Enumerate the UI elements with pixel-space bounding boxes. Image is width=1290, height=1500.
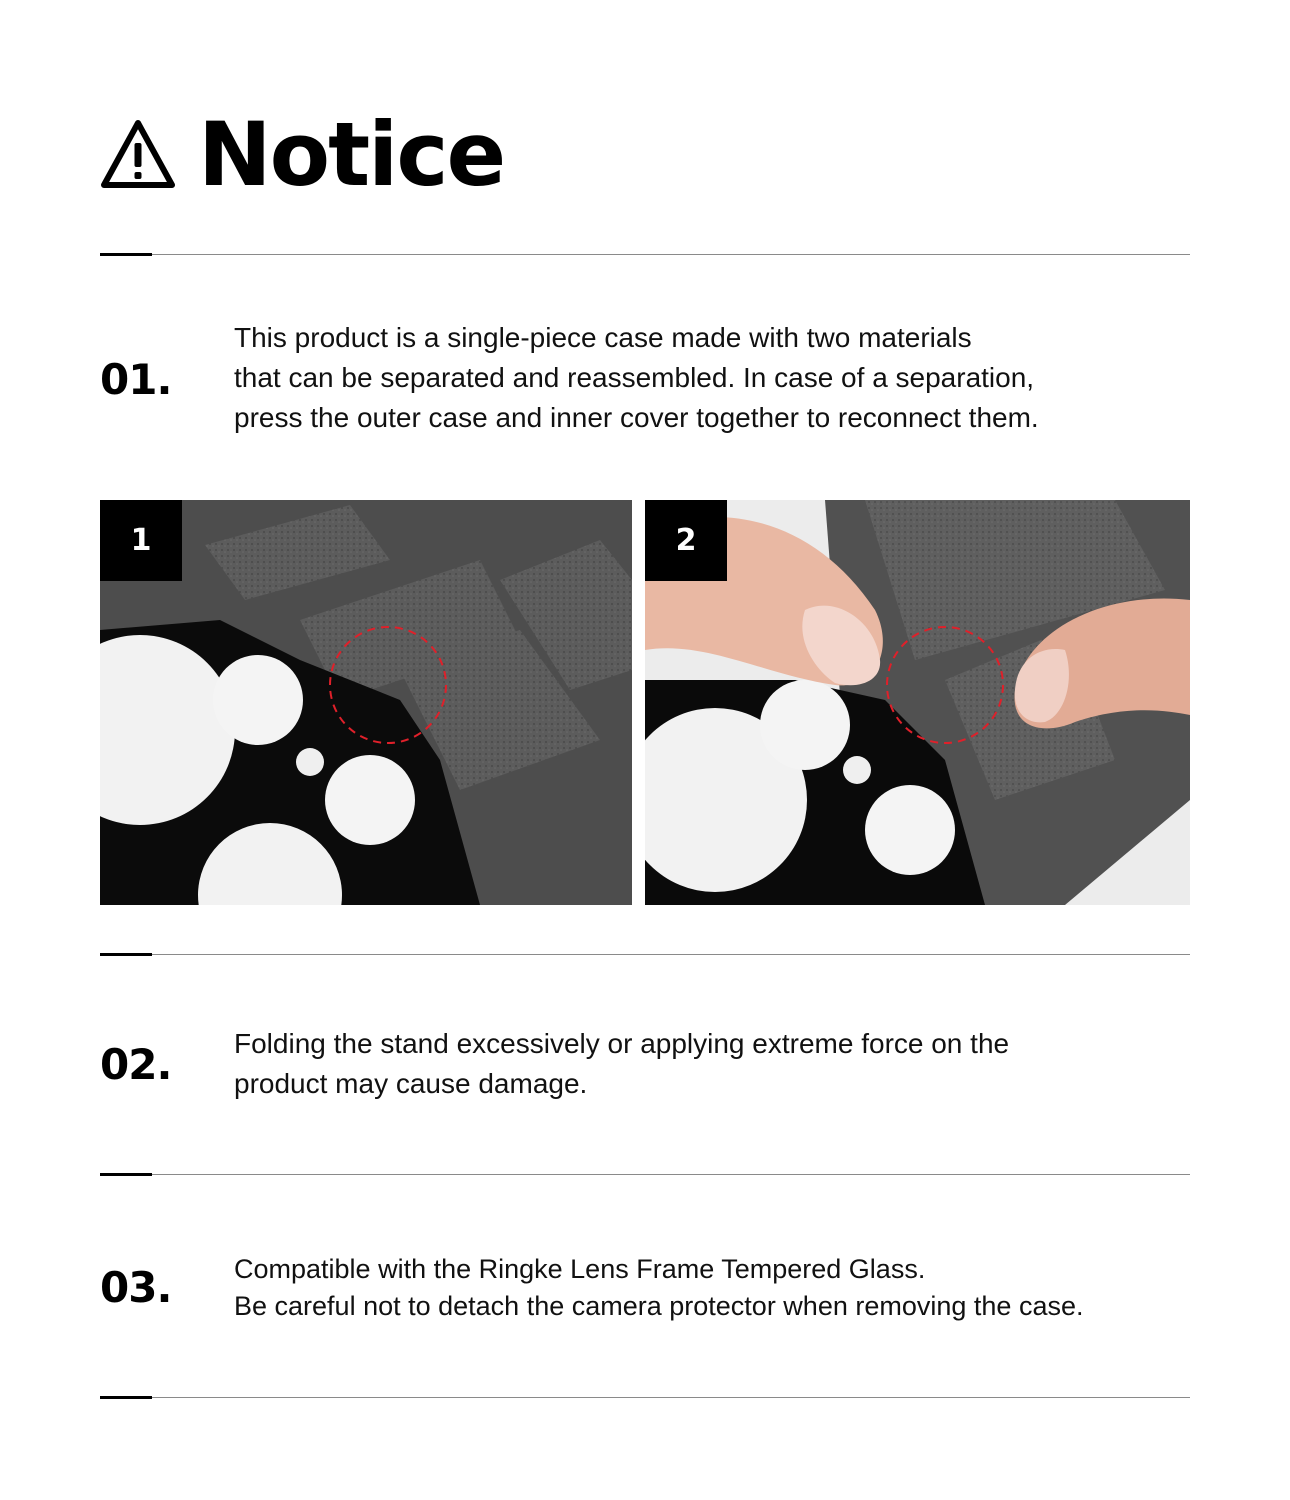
notice-line: that can be separated and reassembled. In case of a separation, bbox=[234, 362, 1035, 393]
notice-text bbox=[234, 1024, 1174, 1104]
notice-number: 03. bbox=[100, 1263, 172, 1312]
notice-line: Folding the stand excessively or applying extreme force on the bbox=[234, 1028, 1010, 1059]
step-badge-1: 1 bbox=[100, 500, 182, 581]
section-divider bbox=[100, 254, 1190, 255]
step-photo-2 bbox=[645, 500, 1190, 905]
step-photo-1 bbox=[100, 500, 632, 905]
section-divider bbox=[100, 1397, 1190, 1398]
notice-line: product may cause damage. bbox=[234, 1068, 588, 1099]
notice-text bbox=[234, 318, 1174, 438]
section-divider bbox=[100, 1174, 1190, 1175]
notice-number: 02. bbox=[100, 1040, 172, 1089]
notice-line: Be careful not to detach the camera protector when removing the case. bbox=[234, 1291, 1084, 1321]
notice-number: 01. bbox=[100, 355, 172, 404]
section-divider bbox=[100, 954, 1190, 955]
notice-header bbox=[100, 100, 504, 210]
notice-line: Compatible with the Ringke Lens Frame Tempered Glass. bbox=[234, 1254, 926, 1284]
notice-text bbox=[234, 1251, 1174, 1325]
notice-line: press the outer case and inner cover together to reconnect them. bbox=[234, 402, 1039, 433]
page-title: Notice bbox=[198, 103, 505, 206]
warning-triangle-icon bbox=[100, 117, 176, 193]
notice-line: This product is a single-piece case made with two materials bbox=[234, 322, 972, 353]
step-badge-2: 2 bbox=[645, 500, 727, 581]
